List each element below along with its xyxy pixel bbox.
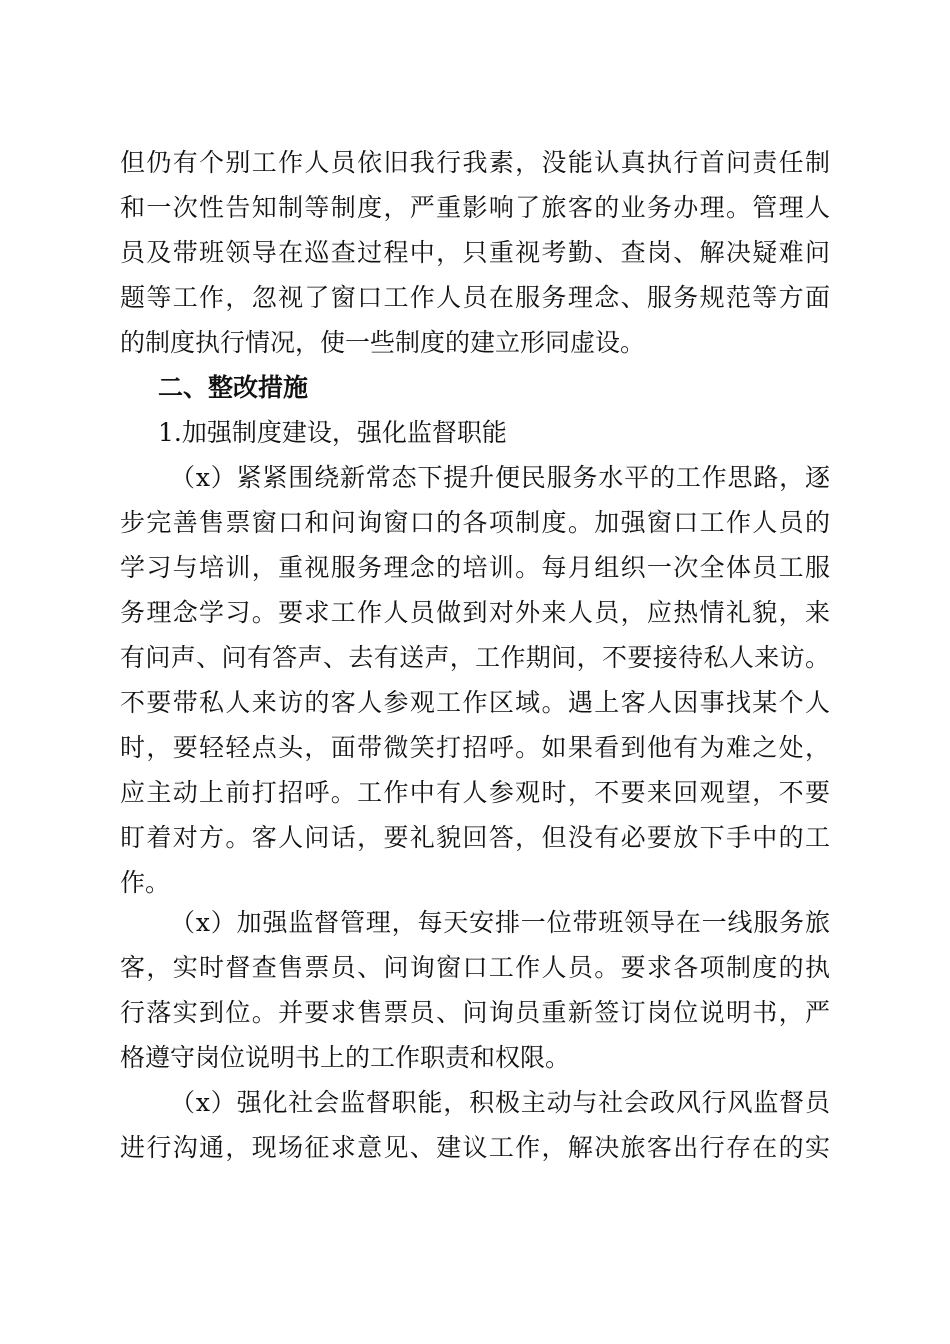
paragraph-line: 但仍有个别工作人员依旧我行我素，没能认真执行首问责任制 xyxy=(120,148,830,177)
paragraph-line: 进行沟通，现场征求意见、建议工作，解决旅客出行存在的实 xyxy=(120,1133,830,1162)
section-heading: 二、整改措施 xyxy=(158,373,309,402)
paragraph-line: 客，实时督查售票员、问询窗口工作人员。要求各项制度的执 xyxy=(120,953,830,982)
paragraph-line: 行落实到位。并要求售票员、问询员重新签订岗位说明书，严 xyxy=(120,998,830,1027)
paragraph-line: 有问声、问有答声、去有送声，工作期间，不要接待私人来访。 xyxy=(120,643,830,672)
paragraph-line: 的制度执行情况，使一些制度的建立形同虚设。 xyxy=(120,328,646,357)
subsection-heading: 1.加强制度建设，强化监督职能 xyxy=(158,418,507,447)
paragraph-line: 题等工作，忽视了窗口工作人员在服务理念、服务规范等方面 xyxy=(120,283,830,312)
paragraph-line: 务理念学习。要求工作人员做到对外来人员，应热情礼貌，来 xyxy=(120,598,830,627)
paragraph-line: （x）强化社会监督职能，积极主动与社会政风行风监督员 xyxy=(170,1088,830,1117)
paragraph-line: 盯着对方。客人问话，要礼貌回答，但没有必要放下手中的工 xyxy=(120,823,830,852)
paragraph-line: （x）紧紧围绕新常态下提升便民服务水平的工作思路，逐 xyxy=(170,463,830,492)
paragraph-line: 应主动上前打招呼。工作中有人参观时，不要来回观望，不要 xyxy=(120,778,830,807)
paragraph-line: 格遵守岗位说明书上的工作职责和权限。 xyxy=(120,1043,571,1072)
paragraph-line: 作。 xyxy=(120,868,171,897)
paragraph-line: 步完善售票窗口和问询窗口的各项制度。加强窗口工作人员的 xyxy=(120,508,830,537)
paragraph-line: 时，要轻轻点头，面带微笑打招呼。如果看到他有为难之处， xyxy=(120,733,830,762)
paragraph-line: 员及带班领导在巡查过程中，只重视考勤、查岗、解决疑难问 xyxy=(120,238,830,267)
paragraph-line: 不要带私人来访的客人参观工作区域。遇上客人因事找某个人 xyxy=(120,688,830,717)
paragraph-line: 学习与培训，重视服务理念的培训。每月组织一次全体员工服 xyxy=(120,553,830,582)
paragraph-line: （x）加强监督管理，每天安排一位带班领导在一线服务旅 xyxy=(170,908,830,937)
paragraph-line: 和一次性告知制等制度，严重影响了旅客的业务办理。管理人 xyxy=(120,193,830,222)
